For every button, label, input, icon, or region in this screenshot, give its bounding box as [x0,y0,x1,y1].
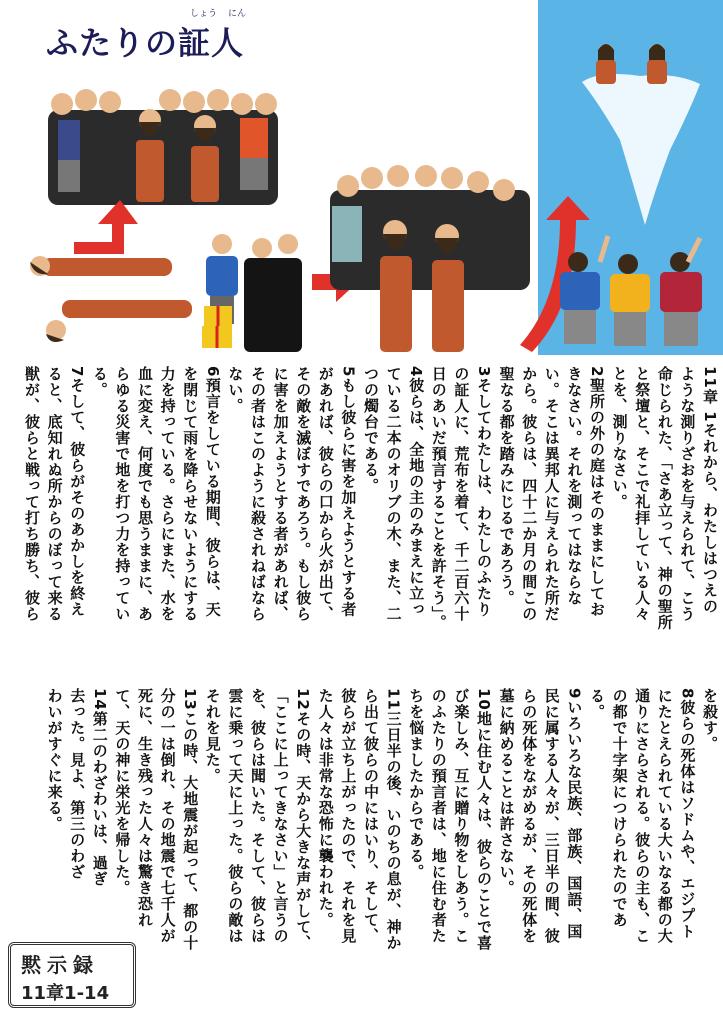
red-arrow-down [74,200,138,254]
text-column: 墓に納めることは許さない。 [497,688,516,896]
text-block-upper [0,362,723,682]
witness-standing-2 [191,115,219,202]
text-column: と祭壇と、そこで礼拝している人々 [633,366,652,622]
text-column: る。 [588,688,606,720]
gift-givers [202,234,302,352]
text-column: 11三日半の後、いのちの息が、神か [384,688,403,951]
text-column: 11章 1それから、わたしはつえの [701,366,719,615]
text-column: ると、底知れぬ所からのぼって来る [45,366,64,622]
text-column: 去った。見よ、第三のわざ [68,688,87,880]
text-column: その者はこのように殺されねばなら [249,366,267,622]
text-column: を殺す。 [701,688,719,752]
text-column: て、天の神に栄光を帰した。 [113,688,132,896]
text-column: 彼らが立ち上がったので、それを見 [339,688,358,944]
text-column: 民に属する人々が、三日半の間、彼 [542,688,561,944]
fallen-witness-1 [30,256,172,276]
badge-reference: 11章1-14 [21,983,110,1004]
text-column: を、彼らは聞いた。そして、彼らは [249,688,267,944]
furigana-nin: にん [228,9,247,19]
text-column: に害を加えようとする者があれば、 [271,366,290,622]
text-column: 4彼らは、全地の主のみまえに立っ [407,366,426,618]
text-column: 獣が、彼らと戦って打ち勝ち、彼ら [23,366,41,622]
text-column: らの死体をながめるが、その死体を [520,688,539,944]
page-title: ふたりの証人 [46,24,245,62]
text-column: 2聖所の外の庭はそのままにしてお [588,366,606,618]
text-column: ような測りざおを与えられて、こう [678,366,697,622]
text-column: 通りにさらされる。彼らの主も、こ [633,688,652,944]
furigana-sho: しょう [190,9,218,19]
text-column: 14第二のわざわいは、過ぎ [90,688,109,887]
crowd-right [330,165,530,290]
text-column: ちを悩ましたからである。 [407,688,426,880]
text-column: 3そしてわたしは、わたしのふたり [475,366,493,618]
text-column: その敵を滅ぼすであろう。もし彼ら [294,366,313,622]
text-column: 8彼らの死体はソドムや、エジプト [678,688,697,940]
text-column: 「ここに上ってきなさい」と言うの [271,688,290,944]
text-column: 雲に乗って天に上った。彼らの敵は [226,688,245,944]
text-column: る。 [90,366,109,398]
text-column: を閉じて雨を降らせないようにする [181,366,200,622]
text-column: 命じられた、「さあ立って、神の聖所 [655,366,674,631]
text-column: た人々は非常な恐怖に襲われた。 [316,688,335,928]
witness-in-heaven-1 [596,44,616,84]
text-column: きなさい。それを測ってはならな [565,366,584,606]
text-column: 日のあいだ預言することを許そう」。 [429,366,448,631]
text-column: 血に変え、何度でも思うままに、あ [136,366,154,622]
reference-badge [8,942,136,1008]
badge-title: 黙示録 [21,953,99,977]
text-column: の都で十字架につけられたのであ [610,688,629,928]
text-column: い。そこは異邦人に与えられた所だ [542,366,561,622]
text-column: び楽しみ、互に贈り物をしあう。こ [452,688,471,944]
text-column: から。彼らは、四十二か月の間この [520,366,539,622]
text-column: ら出て彼らの中にはいり、そして、 [362,688,380,944]
text-column: 6預言をしている期間、彼らは、天 [203,366,222,618]
text-column: 12その時、天から大きな声がして、 [294,688,313,951]
text-column: 5もし彼らに害を加えようとする者 [339,366,358,618]
text-column: ない。 [226,366,245,414]
text-column: 分の一は倒れ、その地震で七千人が [158,688,177,944]
text-column: 9いろいろな民族、部族、国語、国 [565,688,584,940]
text-column: とを、測りなさい。 [610,366,629,510]
witness-in-heaven-2 [647,44,667,84]
text-column: わいがすぐに来る。 [45,688,64,832]
fallen-witness-2 [46,300,192,342]
text-column: のふたりの預言者は、地に住む者た [429,688,448,944]
text-column: 聖なる都を踏みにじるであろう。 [497,366,516,606]
text-column: ている二本のオリブの木、また、二 [384,366,403,622]
text-column: 死に、生き残った人々は驚き恐れ [136,688,154,928]
text-column: つの燭台である。 [362,366,380,494]
text-column: 13この時、大地震が起って、都の十 [181,688,200,951]
text-column: それを見た。 [203,688,222,784]
text-column: 10地に住む人々は、彼らのことで喜 [475,688,493,951]
text-column: 力を持っている。さらにまた、水を [158,366,177,622]
witness-standing-1 [136,109,164,202]
text-column: らゆる災害で地を打つ力を持ってい [113,366,132,622]
text-column: にたとえられている大いなる都の大 [655,688,674,944]
text-column: があれば、彼らの口から火が出て、 [316,366,335,622]
text-column: の証人に、荒布を着て、千二百六十 [452,366,471,622]
text-column: 7そして、彼らがそのあかしを終え [68,366,87,618]
